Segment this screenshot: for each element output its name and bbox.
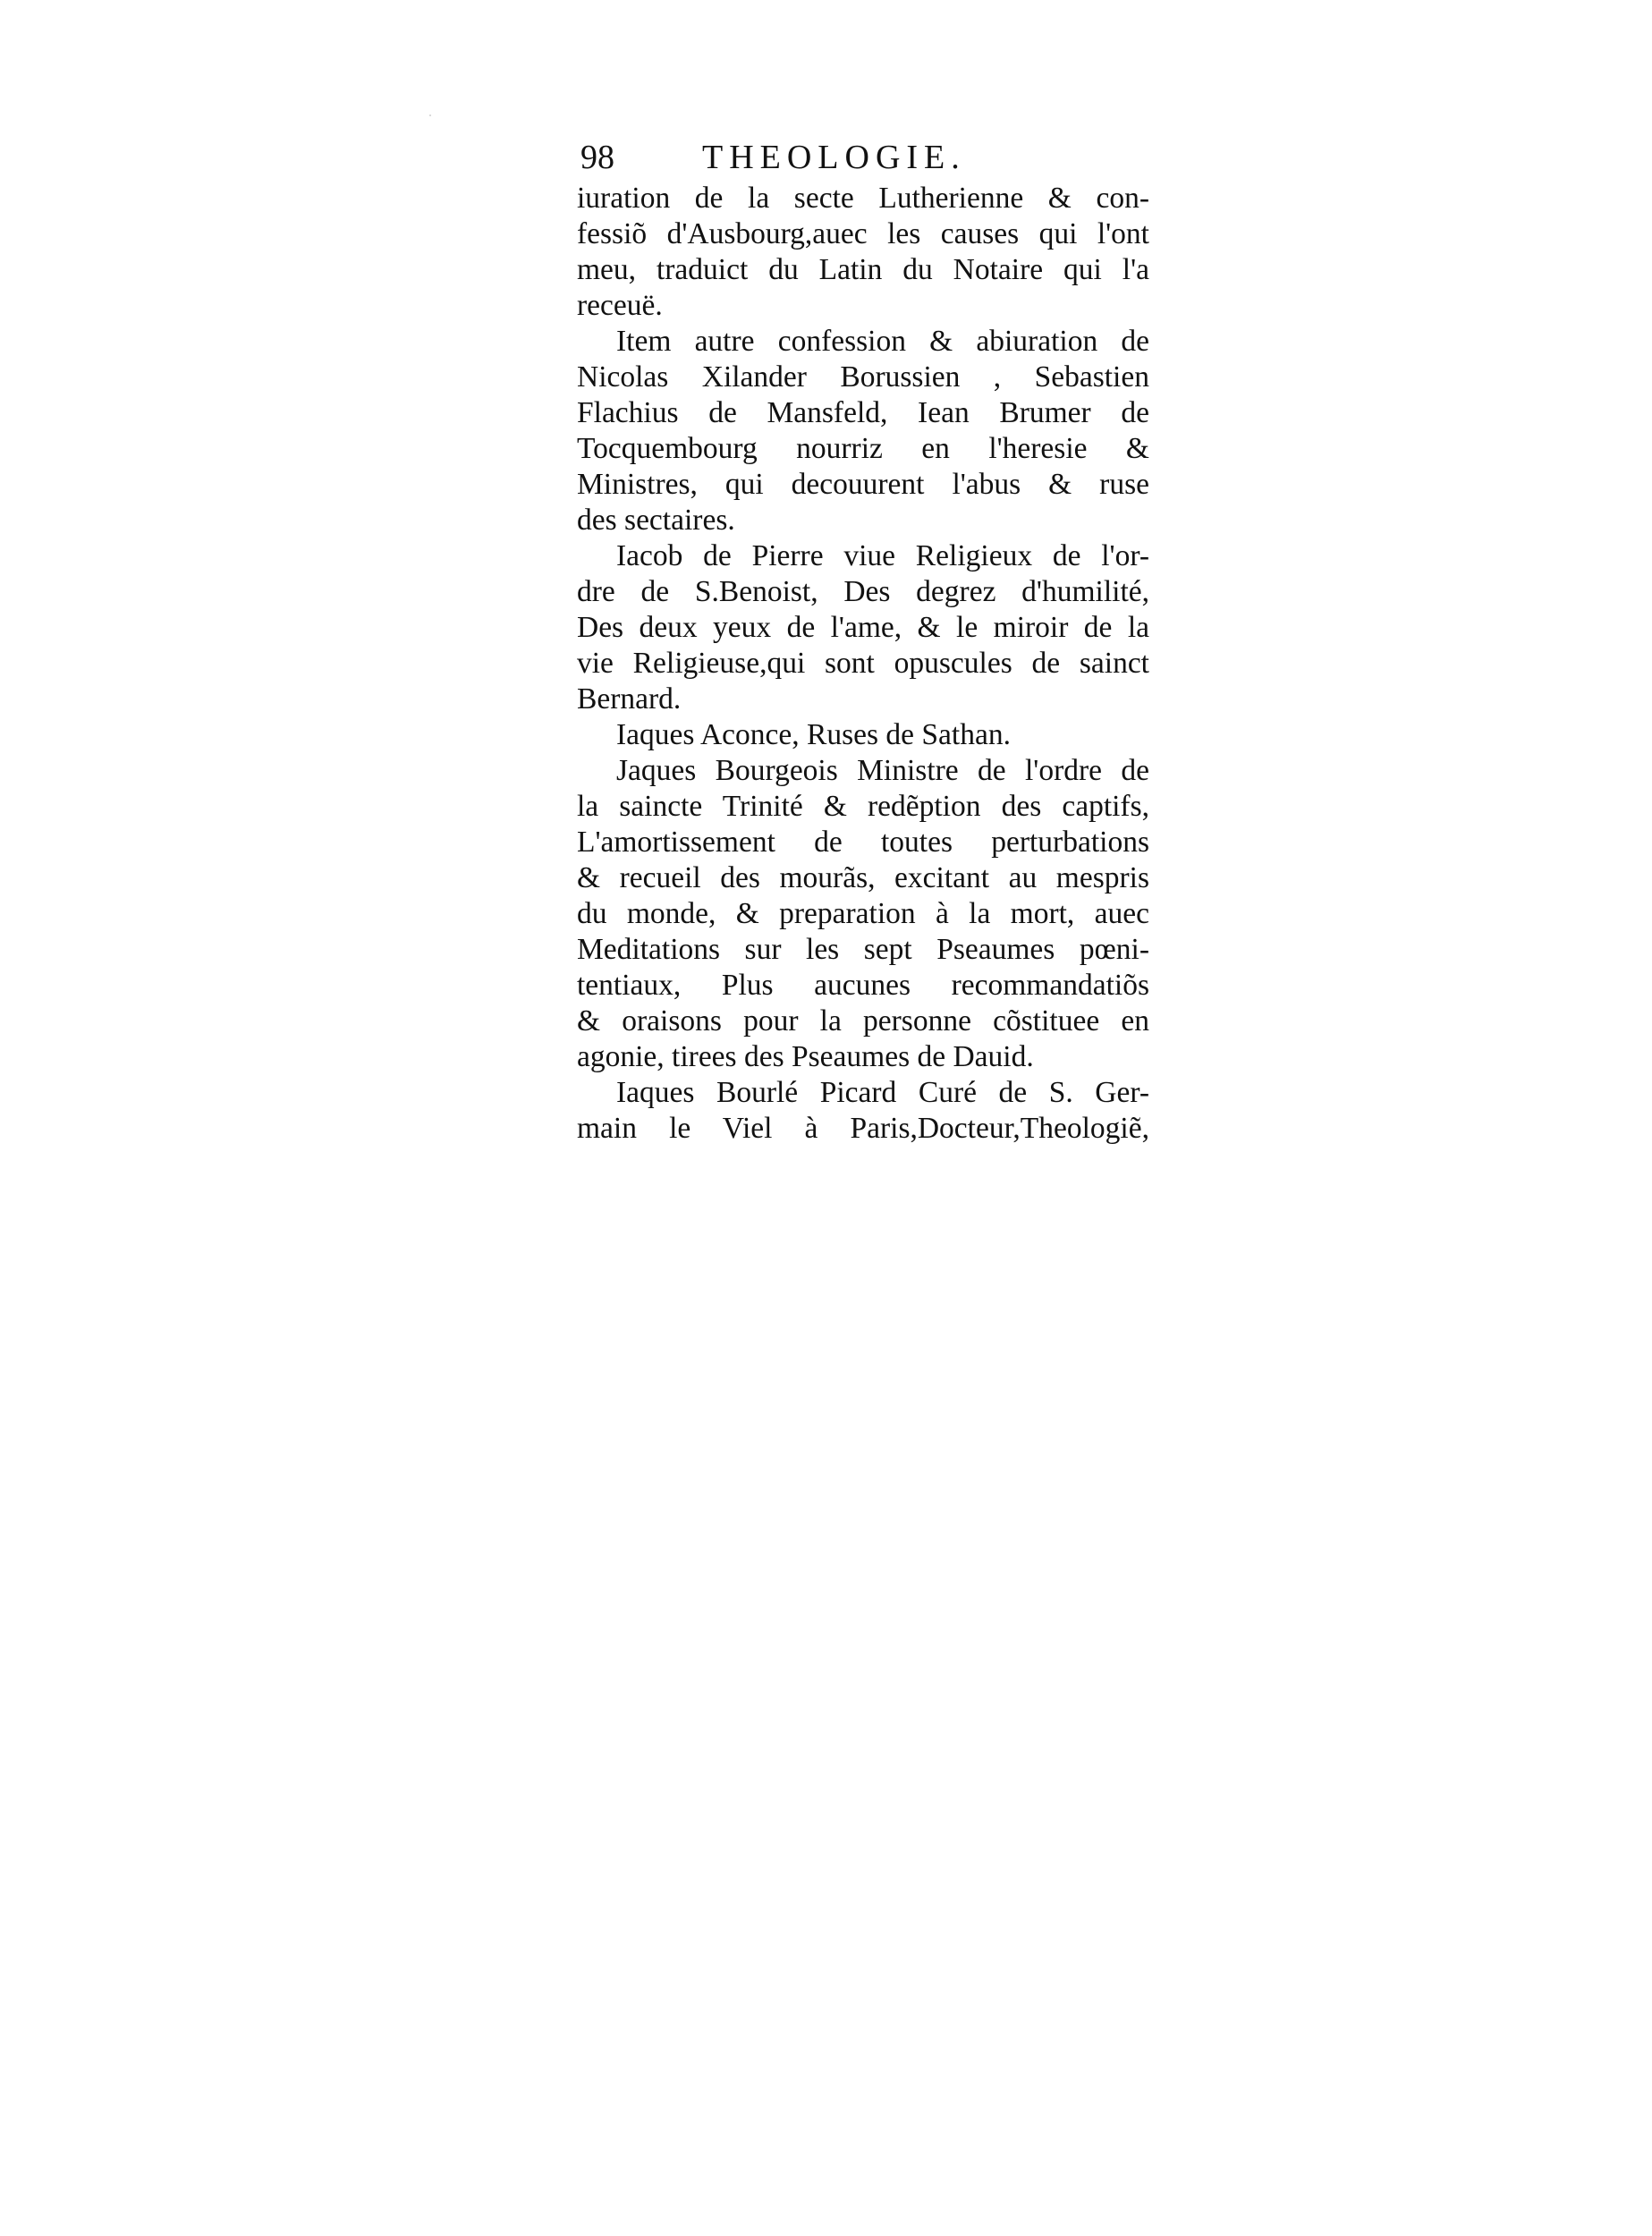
- bibliography-entry: [577, 181, 1149, 324]
- entry-line: Iaques Bourlé Picard Curé de S. Ger-: [616, 1076, 1149, 1109]
- entry-line: & oraisons pour la personne cõstituee en: [577, 1004, 1149, 1038]
- entry-line: Bernard.: [577, 682, 682, 716]
- entry-line: Nicolas Xilander Borussien , Sebastien: [577, 360, 1149, 394]
- entry-line: Des deux yeux de l'ame, & le miroir de la: [577, 611, 1149, 644]
- entry-line: vie Religieuse,qui sont opuscules de sainct: [577, 647, 1149, 680]
- bibliography-entry: [577, 1075, 1149, 1147]
- entry-line: Iaques Aconce, Ruses de Sathan.: [616, 718, 1011, 751]
- entry-line: Flachius de Mansfeld, Iean Brumer de: [577, 396, 1149, 429]
- entry-line: Iacob de Pierre viue Religieux de l'or-: [616, 539, 1149, 572]
- entry-line: des sectaires.: [577, 504, 735, 537]
- entry-line: Ministres, qui decouurent l'abus & ruse: [577, 468, 1149, 501]
- entry-line: & recueil des mourãs, excitant au mespris: [577, 861, 1149, 894]
- entry-line: receuë.: [577, 289, 663, 322]
- entry-line: meu, traduict du Latin du Notaire qui l'a: [577, 253, 1149, 286]
- bibliography-entry: [577, 753, 1149, 1075]
- page-text-block: [577, 134, 1149, 1147]
- entry-line: main le Viel à Paris,Docteur,Theologiẽ,: [577, 1112, 1149, 1145]
- bibliography-entry: [577, 717, 1149, 753]
- running-title: THEOLOGIE.: [702, 139, 966, 176]
- entry-line: dre de S.Benoist, Des degrez d'humilité,: [577, 575, 1149, 608]
- entry-line: Item autre confession & abiuration de: [616, 325, 1149, 358]
- bibliography-entry: [577, 538, 1149, 717]
- entry-line: Jaques Bourgeois Ministre de l'ordre de: [616, 754, 1149, 787]
- entry-line: tentiaux, Plus aucunes recommandatiõs: [577, 969, 1149, 1002]
- entry-line: iuration de la secte Lutherienne & con-: [577, 182, 1149, 215]
- bibliography-entries: [577, 181, 1149, 1147]
- page-number: 98: [580, 139, 614, 176]
- entry-line: agonie, tirees des Pseaumes de Dauid.: [577, 1040, 1034, 1073]
- running-head: [577, 134, 1149, 181]
- entry-line: L'amortissement de toutes perturbations: [577, 826, 1149, 859]
- entry-line: la saincte Trinité & redẽption des captifs,: [577, 790, 1149, 823]
- scan-speck: [429, 114, 431, 116]
- entry-line: du monde, & preparation à la mort, auec: [577, 897, 1149, 930]
- entry-line: Tocquembourg nourriz en l'heresie &: [577, 432, 1149, 465]
- entry-line: Meditations sur les sept Pseaumes pœni-: [577, 933, 1149, 966]
- entry-line: fessiõ d'Ausbourg,auec les causes qui l'ont: [577, 217, 1149, 250]
- bibliography-entry: [577, 324, 1149, 538]
